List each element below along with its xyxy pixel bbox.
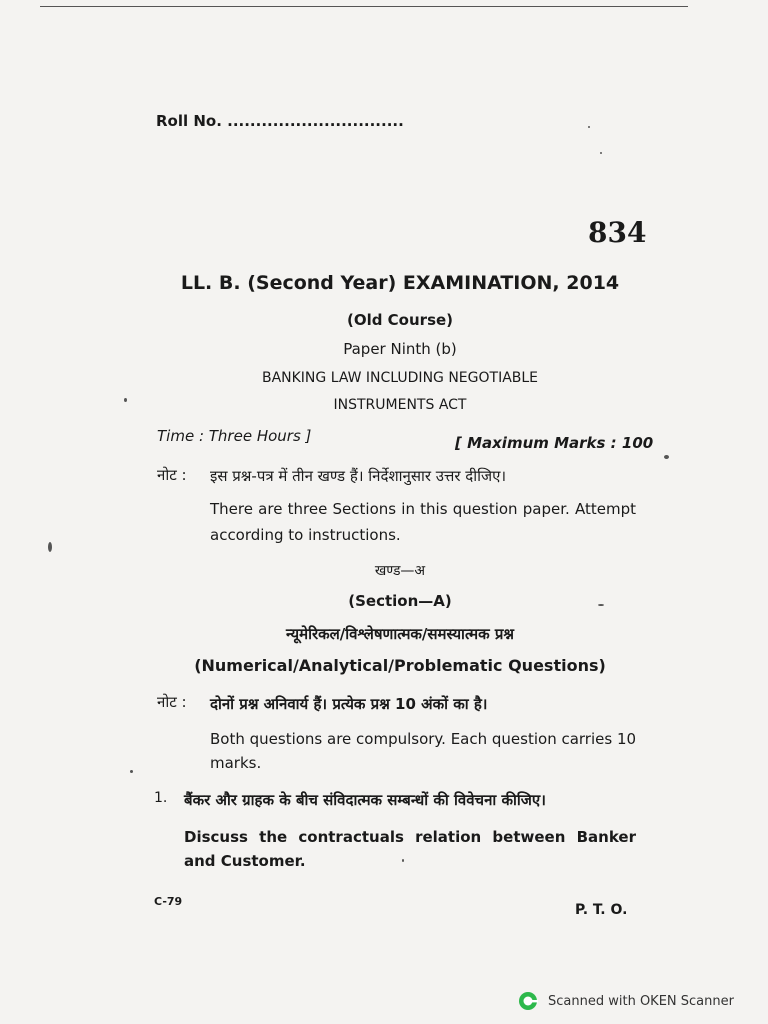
section-heading-english: (Section—A) xyxy=(348,592,452,610)
roll-number-field: Roll No. ............................... xyxy=(156,112,404,130)
exam-title: LL. B. (Second Year) EXAMINATION, 2014 xyxy=(180,272,620,294)
scan-speck xyxy=(402,859,404,862)
note-2-hindi: दोनों प्रश्न अनिवार्य हैं। प्रत्येक प्रश्न 10 अंकों का है। xyxy=(210,695,488,713)
question-1-english: Discuss the contractuals relation between Banker and Customer. xyxy=(184,828,636,870)
scan-speck xyxy=(124,398,127,402)
scan-speck xyxy=(48,542,52,552)
scan-speck xyxy=(598,604,604,606)
question-1-hindi: बैंकर और ग्राहक के बीच संविदात्मक सम्बन्धों की विवेचना कीजिए। xyxy=(184,791,546,809)
question-type-english: (Numerical/Analytical/Problematic Questions) xyxy=(194,656,606,675)
question-type-hindi: न्यूमेरिकल/विश्लेषणात्मक/समस्यात्मक प्रश्न xyxy=(285,625,515,643)
note-1-english: There are three Sections in this question paper. Attempt according to instructions. xyxy=(210,500,636,544)
note-1-label: नोट : xyxy=(157,466,187,484)
paper-number: Paper Ninth (b) xyxy=(343,340,457,358)
maximum-marks: [ Maximum Marks : 100 xyxy=(455,434,654,452)
scan-speck xyxy=(130,770,133,773)
scan-speck xyxy=(600,152,602,154)
scanner-watermark xyxy=(518,991,734,1011)
time-allowed: Time : Three Hours ] xyxy=(157,427,312,445)
course-label: (Old Course) xyxy=(346,311,454,329)
scan-speck xyxy=(588,126,590,128)
scan-speck xyxy=(664,455,669,459)
scanner-watermark-text: Scanned with OKEN Scanner xyxy=(548,993,734,1009)
paper-code: 834 xyxy=(588,216,647,249)
note-2-label: नोट : xyxy=(157,693,187,711)
note-2-english: Both questions are compulsory. Each question carries 10 marks. xyxy=(210,730,637,772)
please-turn-over: P. T. O. xyxy=(575,902,628,918)
subject-title-line-2: INSTRUMENTS ACT xyxy=(333,397,467,413)
note-1-hindi: इस प्रश्न-पत्र में तीन खण्ड हैं। निर्देशानुसार उत्तर दीजिए। xyxy=(210,467,507,485)
paper-footer-code: C-79 xyxy=(154,895,183,908)
subject-title-line-1: BANKING LAW INCLUDING NEGOTIABLE xyxy=(261,370,539,386)
question-1-number: 1. xyxy=(154,790,168,806)
top-border-line xyxy=(40,6,688,7)
oken-scanner-logo-icon xyxy=(518,991,538,1011)
section-heading-hindi: खण्ड—अ xyxy=(374,563,426,579)
